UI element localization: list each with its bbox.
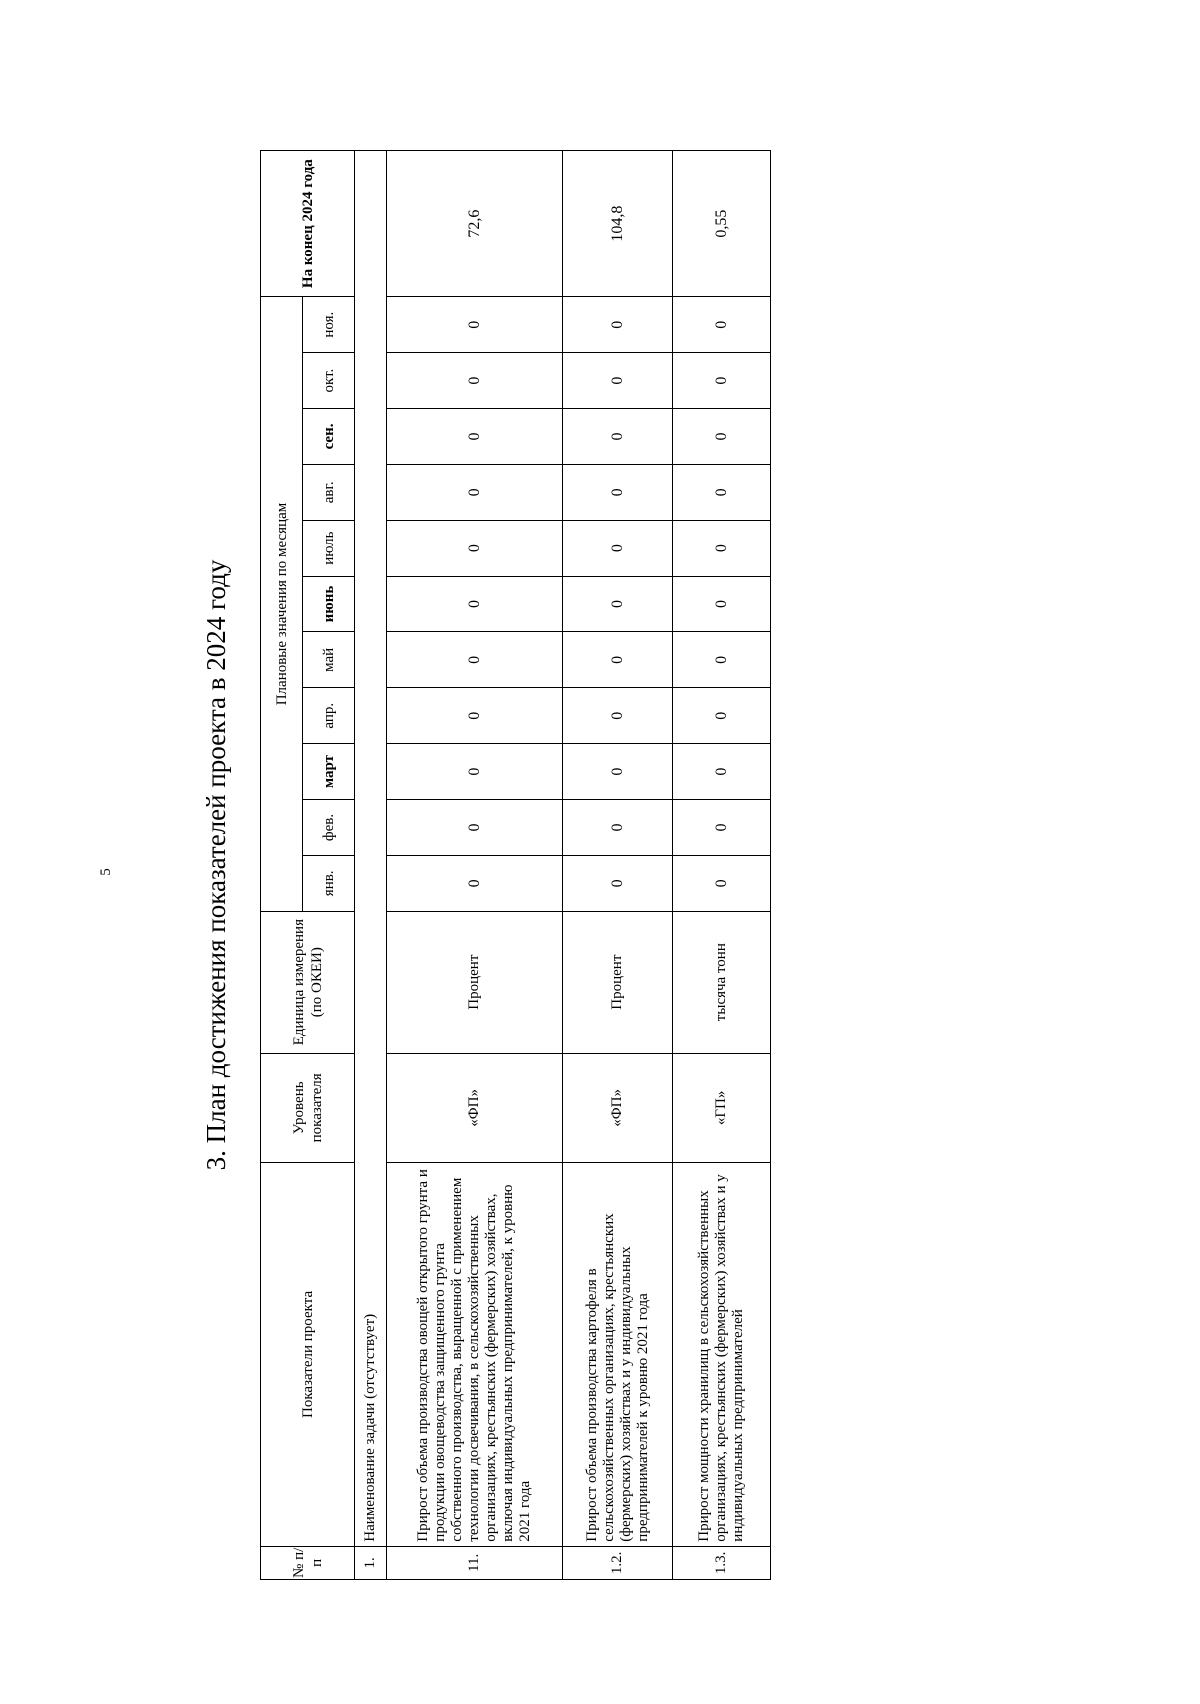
row-unit: Процент — [563, 911, 673, 1053]
header-month: авг. — [303, 464, 355, 520]
month-value: 0 — [563, 520, 673, 576]
month-value: 0 — [387, 576, 563, 632]
header-month: июнь — [303, 576, 355, 632]
header-month: янв. — [303, 855, 355, 911]
header-indicator: Показатели проекта — [261, 1163, 355, 1547]
month-value: 0 — [563, 855, 673, 911]
month-value: 0 — [673, 576, 771, 632]
table-row — [673, 151, 771, 1580]
month-value: 0 — [673, 409, 771, 465]
month-value: 0 — [387, 297, 563, 353]
header-level: Уровень показателя — [261, 1053, 355, 1163]
rotated-content — [190, 30, 950, 1580]
row-indicator: Прирост мощности хранилищ в сельскохозяйственных организациях, крестьянских (фермерских) хозяйствах и у индивидуальных предпринимателей — [673, 1163, 771, 1547]
section-label: Наименование задачи (отсутствует) — [355, 151, 387, 1547]
header-month: июль — [303, 520, 355, 576]
month-value: 0 — [563, 409, 673, 465]
month-value: 0 — [563, 632, 673, 688]
month-value: 0 — [673, 744, 771, 800]
header-month: март — [303, 744, 355, 800]
header-month: апр. — [303, 688, 355, 744]
indicators-plan-table — [260, 150, 771, 1580]
section-row — [355, 151, 387, 1580]
month-value: 0 — [563, 576, 673, 632]
table-row — [563, 151, 673, 1580]
row-year-end: 0,55 — [673, 151, 771, 297]
month-value: 0 — [563, 800, 673, 856]
month-value: 0 — [563, 353, 673, 409]
header-row-1 — [261, 151, 303, 1580]
row-unit: тысяча тонн — [673, 911, 771, 1053]
header-unit: Единица измерения (по ОКЕИ) — [261, 911, 355, 1053]
month-value: 0 — [387, 409, 563, 465]
month-value: 0 — [673, 800, 771, 856]
month-value: 0 — [673, 464, 771, 520]
month-value: 0 — [673, 520, 771, 576]
month-value: 0 — [387, 855, 563, 911]
header-year-end: На конец 2024 года — [261, 151, 355, 297]
month-value: 0 — [563, 297, 673, 353]
month-value: 0 — [563, 688, 673, 744]
document-title: 3. План достижения показателей проекта в 2024 году — [201, 559, 231, 1171]
month-value: 0 — [673, 353, 771, 409]
month-value: 0 — [387, 520, 563, 576]
row-level: «ГП» — [673, 1053, 771, 1163]
header-months-group: Плановые значения по месяцам — [261, 297, 303, 911]
month-value: 0 — [387, 464, 563, 520]
row-no: 1.3. — [673, 1546, 771, 1579]
month-value: 0 — [387, 632, 563, 688]
month-value: 0 — [387, 688, 563, 744]
header-month: окт. — [303, 353, 355, 409]
month-value: 0 — [387, 800, 563, 856]
row-indicator: Прирост объема производства овощей открытого грунта и продукции овощеводства защищенного грунта собственного производства, выращенной с применением технологии досвечивания, в сельскохозяйственных организациях, крестьянских (фермерских) хозяйствах, включая индивидуальных предпринимателей, к уровню 2021 года — [387, 1163, 563, 1547]
header-no: № п/п — [261, 1546, 355, 1579]
row-indicator: Прирост объема производства картофеля в сельскохозяйственных организациях, крестьянских (фермерских) хозяйствах и у индивидуальных предпринимателей к уровню 2021 года — [563, 1163, 673, 1547]
header-month: ноя. — [303, 297, 355, 353]
row-no: 1.2. — [563, 1546, 673, 1579]
month-value: 0 — [387, 744, 563, 800]
header-month: фев. — [303, 800, 355, 856]
row-unit: Процент — [387, 911, 563, 1053]
row-level: «ФП» — [387, 1053, 563, 1163]
table-row — [387, 151, 563, 1580]
row-level: «ФП» — [563, 1053, 673, 1163]
row-year-end: 104,8 — [563, 151, 673, 297]
month-value: 0 — [387, 353, 563, 409]
month-value: 0 — [673, 855, 771, 911]
header-month: сен. — [303, 409, 355, 465]
month-value: 0 — [673, 632, 771, 688]
month-value: 0 — [673, 688, 771, 744]
row-no: 11. — [387, 1546, 563, 1579]
page-number: 5 — [98, 868, 114, 876]
header-month: май — [303, 632, 355, 688]
month-value: 0 — [563, 744, 673, 800]
month-value: 0 — [673, 297, 771, 353]
section-no: 1. — [355, 1546, 387, 1579]
month-value: 0 — [563, 464, 673, 520]
row-year-end: 72,6 — [387, 151, 563, 297]
